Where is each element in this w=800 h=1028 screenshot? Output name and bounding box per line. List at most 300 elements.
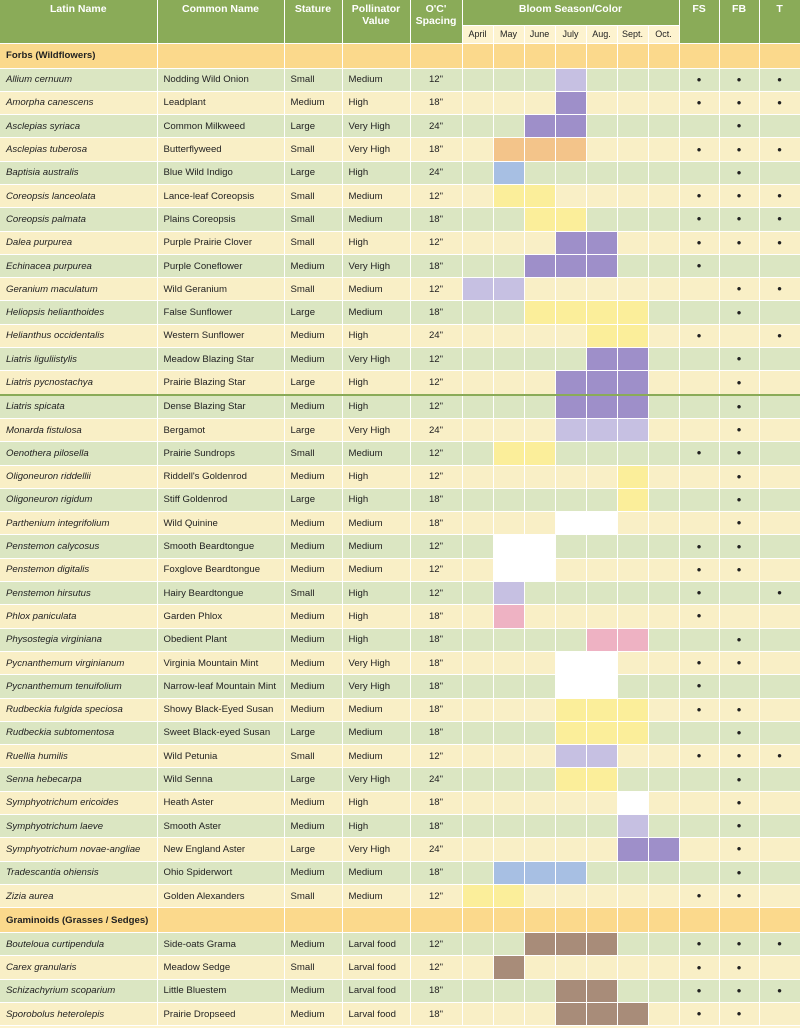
bloom-cell [617, 838, 648, 861]
bloom-cell [524, 278, 555, 301]
stature-cell: Medium [284, 791, 342, 814]
bloom-cell [586, 605, 617, 628]
fb-cell: • [719, 418, 759, 441]
bloom-cell [586, 768, 617, 791]
table-row [0, 208, 800, 231]
fb-cell: • [719, 138, 759, 161]
common-name-cell: Heath Aster [157, 791, 284, 814]
fs-cell: • [679, 745, 719, 768]
fb-cell: • [719, 838, 759, 861]
stature-cell: Medium [284, 512, 342, 535]
bloom-cell [648, 628, 679, 651]
bloom-cell [462, 815, 493, 838]
fs-cell [679, 418, 719, 441]
latin-name-cell: Echinacea purpurea [0, 254, 157, 277]
bloom-cell [648, 395, 679, 419]
common-name-cell: Smooth Beardtongue [157, 535, 284, 558]
bloom-cell [493, 791, 524, 814]
latin-name-cell: Schizachyrium scoparium [0, 979, 157, 1002]
bloom-cell [462, 745, 493, 768]
section-header-cell [759, 43, 800, 68]
table-row [0, 254, 800, 277]
fs-cell [679, 861, 719, 884]
bloom-cell [524, 791, 555, 814]
pollinator-cell: High [342, 371, 410, 395]
bloom-cell [617, 979, 648, 1002]
spacing-cell: 12" [410, 68, 462, 91]
bloom-cell [524, 838, 555, 861]
pollinator-cell: Medium [342, 442, 410, 465]
section-header-cell [342, 908, 410, 933]
header-latin-name: Latin Name [0, 0, 157, 43]
bloom-cell [555, 721, 586, 744]
spacing-cell: 12" [410, 933, 462, 956]
bloom-cell [648, 465, 679, 488]
spacing-cell: 18" [410, 815, 462, 838]
latin-name-cell: Physostegia virginiana [0, 628, 157, 651]
common-name-cell: Lance-leaf Coreopsis [157, 184, 284, 207]
latin-name-cell: Heliopsis helianthoides [0, 301, 157, 324]
bloom-cell [617, 488, 648, 511]
bloom-cell [524, 605, 555, 628]
bloom-cell [524, 956, 555, 979]
bloom-cell [648, 442, 679, 465]
bloom-cell [524, 348, 555, 371]
bloom-cell [462, 558, 493, 581]
bloom-cell [617, 558, 648, 581]
t-cell: • [759, 933, 800, 956]
fs-cell [679, 791, 719, 814]
fs-cell: • [679, 605, 719, 628]
section-header-cell [648, 908, 679, 933]
stature-cell: Small [284, 745, 342, 768]
latin-name-cell: Oligoneuron rigidum [0, 488, 157, 511]
bloom-cell [493, 582, 524, 605]
latin-name-cell: Dalea purpurea [0, 231, 157, 254]
bloom-cell [524, 442, 555, 465]
latin-name-cell: Tradescantia ohiensis [0, 861, 157, 884]
section-header-cell [493, 908, 524, 933]
bloom-cell [648, 698, 679, 721]
latin-name-cell: Asclepias syriaca [0, 115, 157, 138]
header-bloom-season: Bloom Season/Color [462, 0, 679, 25]
common-name-cell: Butterflyweed [157, 138, 284, 161]
bloom-cell [648, 884, 679, 907]
table-row [0, 138, 800, 161]
bloom-cell [586, 698, 617, 721]
t-cell [759, 371, 800, 395]
fb-cell [719, 605, 759, 628]
common-name-cell: Narrow-leaf Mountain Mint [157, 675, 284, 698]
bloom-cell [586, 815, 617, 838]
bloom-cell [586, 371, 617, 395]
bloom-cell [586, 395, 617, 419]
spacing-cell: 24" [410, 838, 462, 861]
common-name-cell: Golden Alexanders [157, 884, 284, 907]
bloom-cell [555, 138, 586, 161]
section-title: Forbs (Wildflowers) [0, 43, 157, 68]
pollinator-cell: Larval food [342, 1003, 410, 1026]
header-t: T [759, 0, 800, 43]
fb-cell: • [719, 535, 759, 558]
bloom-cell [524, 535, 555, 558]
latin-name-cell: Liatris liguliistylis [0, 348, 157, 371]
bloom-cell [493, 605, 524, 628]
bloom-cell [555, 324, 586, 347]
pollinator-cell: Medium [342, 184, 410, 207]
stature-cell: Medium [284, 1003, 342, 1026]
latin-name-cell: Baptisia australis [0, 161, 157, 184]
pollinator-cell: Very High [342, 651, 410, 674]
bloom-cell [648, 278, 679, 301]
fb-cell: • [719, 815, 759, 838]
bloom-cell [462, 838, 493, 861]
bloom-cell [586, 231, 617, 254]
bloom-cell [493, 301, 524, 324]
bloom-cell [555, 651, 586, 674]
bloom-cell [555, 91, 586, 114]
bloom-cell [462, 395, 493, 419]
bloom-cell [524, 675, 555, 698]
bloom-cell [648, 254, 679, 277]
stature-cell: Large [284, 768, 342, 791]
fs-cell [679, 278, 719, 301]
spacing-cell: 18" [410, 675, 462, 698]
latin-name-cell: Pycnanthemum tenuifolium [0, 675, 157, 698]
bloom-cell [586, 884, 617, 907]
bloom-cell [586, 68, 617, 91]
common-name-cell: Obedient Plant [157, 628, 284, 651]
spacing-cell: 12" [410, 582, 462, 605]
bloom-cell [462, 324, 493, 347]
table-row [0, 91, 800, 114]
spacing-cell: 18" [410, 488, 462, 511]
bloom-cell [586, 442, 617, 465]
bloom-cell [586, 161, 617, 184]
bloom-cell [617, 861, 648, 884]
bloom-cell [648, 675, 679, 698]
t-cell [759, 605, 800, 628]
header-common-name: Common Name [157, 0, 284, 43]
fb-cell: • [719, 861, 759, 884]
bloom-cell [555, 371, 586, 395]
latin-name-cell: Allium cernuum [0, 68, 157, 91]
t-cell [759, 395, 800, 419]
table-body [0, 43, 800, 1026]
bloom-cell [648, 535, 679, 558]
stature-cell: Small [284, 278, 342, 301]
table-row [0, 815, 800, 838]
bloom-cell [617, 254, 648, 277]
spacing-cell: 12" [410, 535, 462, 558]
fb-cell: • [719, 933, 759, 956]
pollinator-cell: Very High [342, 675, 410, 698]
table-row [0, 278, 800, 301]
fs-cell: • [679, 558, 719, 581]
t-cell [759, 1003, 800, 1026]
bloom-cell [555, 956, 586, 979]
bloom-cell [555, 512, 586, 535]
section-header-cell [157, 43, 284, 68]
pollinator-cell: Very High [342, 348, 410, 371]
bloom-cell [586, 956, 617, 979]
pollinator-cell: High [342, 628, 410, 651]
bloom-cell [586, 979, 617, 1002]
bloom-cell [586, 675, 617, 698]
t-cell [759, 791, 800, 814]
bloom-cell [524, 698, 555, 721]
latin-name-cell: Helianthus occidentalis [0, 324, 157, 347]
pollinator-cell: High [342, 605, 410, 628]
stature-cell: Small [284, 884, 342, 907]
bloom-cell [586, 1003, 617, 1026]
bloom-cell [555, 115, 586, 138]
pollinator-cell: Very High [342, 768, 410, 791]
bloom-cell [493, 91, 524, 114]
bloom-cell [617, 745, 648, 768]
fs-cell: • [679, 184, 719, 207]
bloom-cell [648, 488, 679, 511]
bloom-cell [462, 161, 493, 184]
bloom-cell [617, 184, 648, 207]
pollinator-cell: Medium [342, 535, 410, 558]
table-row [0, 418, 800, 441]
fs-cell [679, 371, 719, 395]
pollinator-cell: Medium [342, 721, 410, 744]
fb-cell: • [719, 348, 759, 371]
bloom-cell [462, 791, 493, 814]
fs-cell [679, 115, 719, 138]
bloom-cell [617, 1003, 648, 1026]
section-header-cell [679, 908, 719, 933]
fs-cell [679, 512, 719, 535]
bloom-cell [555, 254, 586, 277]
bloom-cell [493, 161, 524, 184]
fb-cell: • [719, 745, 759, 768]
stature-cell: Medium [284, 651, 342, 674]
t-cell: • [759, 979, 800, 1002]
t-cell [759, 675, 800, 698]
t-cell: • [759, 68, 800, 91]
table-row [0, 605, 800, 628]
fb-cell [719, 324, 759, 347]
bloom-cell [586, 791, 617, 814]
spacing-cell: 12" [410, 348, 462, 371]
bloom-cell [555, 442, 586, 465]
bloom-cell [586, 651, 617, 674]
bloom-cell [555, 395, 586, 419]
pollinator-cell: Very High [342, 254, 410, 277]
pollinator-cell: Medium [342, 301, 410, 324]
stature-cell: Small [284, 231, 342, 254]
bloom-cell [555, 558, 586, 581]
bloom-cell [493, 465, 524, 488]
pollinator-cell: High [342, 815, 410, 838]
bloom-cell [648, 68, 679, 91]
stature-cell: Large [284, 721, 342, 744]
stature-cell: Medium [284, 254, 342, 277]
t-cell [759, 488, 800, 511]
spacing-cell: 12" [410, 371, 462, 395]
table-row [0, 395, 800, 419]
latin-name-cell: Monarda fistulosa [0, 418, 157, 441]
bloom-cell [648, 91, 679, 114]
header-month: Oct. [648, 25, 679, 43]
bloom-cell [648, 838, 679, 861]
latin-name-cell: Senna hebecarpa [0, 768, 157, 791]
bloom-cell [617, 956, 648, 979]
bloom-cell [493, 675, 524, 698]
common-name-cell: Meadow Blazing Star [157, 348, 284, 371]
section-header-cell [410, 908, 462, 933]
pollinator-cell: Medium [342, 558, 410, 581]
table-row [0, 324, 800, 347]
spacing-cell: 18" [410, 91, 462, 114]
stature-cell: Small [284, 208, 342, 231]
bloom-cell [493, 512, 524, 535]
table-row [0, 745, 800, 768]
common-name-cell: Leadplant [157, 91, 284, 114]
spacing-cell: 18" [410, 254, 462, 277]
bloom-cell [493, 979, 524, 1002]
bloom-cell [493, 815, 524, 838]
fb-cell: • [719, 184, 759, 207]
common-name-cell: Prairie Sundrops [157, 442, 284, 465]
pollinator-cell: Medium [342, 512, 410, 535]
bloom-cell [648, 861, 679, 884]
bloom-cell [617, 138, 648, 161]
fb-cell: • [719, 395, 759, 419]
bloom-cell [462, 933, 493, 956]
bloom-cell [493, 68, 524, 91]
header-stature: Stature [284, 0, 342, 43]
bloom-cell [555, 535, 586, 558]
bloom-cell [493, 698, 524, 721]
bloom-cell [524, 745, 555, 768]
stature-cell: Medium [284, 815, 342, 838]
table-row [0, 628, 800, 651]
stature-cell: Large [284, 488, 342, 511]
table-row [0, 488, 800, 511]
bloom-cell [462, 115, 493, 138]
bloom-cell [493, 254, 524, 277]
bloom-cell [493, 721, 524, 744]
fs-cell [679, 465, 719, 488]
bloom-cell [462, 698, 493, 721]
bloom-cell [586, 278, 617, 301]
bloom-cell [648, 1003, 679, 1026]
bloom-cell [555, 301, 586, 324]
header-month: July [555, 25, 586, 43]
table-row [0, 582, 800, 605]
bloom-cell [648, 605, 679, 628]
section-header-cell [524, 908, 555, 933]
bloom-cell [462, 348, 493, 371]
bloom-cell [462, 91, 493, 114]
bloom-cell [462, 861, 493, 884]
spacing-cell: 12" [410, 884, 462, 907]
bloom-cell [617, 605, 648, 628]
bloom-cell [524, 768, 555, 791]
latin-name-cell: Coreopsis lanceolata [0, 184, 157, 207]
section-header-cell [719, 908, 759, 933]
section-header-cell [342, 43, 410, 68]
bloom-cell [493, 231, 524, 254]
section-header-cell [555, 43, 586, 68]
table-row [0, 184, 800, 207]
bloom-cell [586, 861, 617, 884]
fb-cell: • [719, 442, 759, 465]
fb-cell: • [719, 68, 759, 91]
pollinator-cell: Very High [342, 838, 410, 861]
spacing-cell: 24" [410, 161, 462, 184]
bloom-cell [462, 278, 493, 301]
common-name-cell: New England Aster [157, 838, 284, 861]
bloom-cell [555, 184, 586, 207]
bloom-cell [617, 324, 648, 347]
header-pollinator-value: Pollinator Value [342, 0, 410, 43]
bloom-cell [555, 161, 586, 184]
bloom-cell [493, 138, 524, 161]
bloom-cell [648, 138, 679, 161]
bloom-cell [524, 371, 555, 395]
t-cell [759, 956, 800, 979]
t-cell: • [759, 582, 800, 605]
header-fs: FS [679, 0, 719, 43]
bloom-cell [555, 933, 586, 956]
latin-name-cell: Amorpha canescens [0, 91, 157, 114]
spacing-cell: 12" [410, 956, 462, 979]
bloom-cell [462, 535, 493, 558]
bloom-cell [617, 301, 648, 324]
section-header-cell [586, 43, 617, 68]
bloom-cell [617, 768, 648, 791]
bloom-cell [555, 838, 586, 861]
bloom-cell [524, 418, 555, 441]
bloom-cell [555, 628, 586, 651]
bloom-cell [493, 628, 524, 651]
bloom-cell [524, 582, 555, 605]
latin-name-cell: Liatris spicata [0, 395, 157, 419]
pollinator-cell: Larval food [342, 933, 410, 956]
bloom-cell [586, 254, 617, 277]
fb-cell: • [719, 791, 759, 814]
bloom-cell [617, 815, 648, 838]
latin-name-cell: Symphyotrichum ericoides [0, 791, 157, 814]
section-header-cell [493, 43, 524, 68]
bloom-cell [555, 1003, 586, 1026]
bloom-cell [648, 721, 679, 744]
bloom-cell [462, 651, 493, 674]
section-header-cell [759, 908, 800, 933]
bloom-cell [586, 535, 617, 558]
bloom-cell [462, 418, 493, 441]
t-cell [759, 301, 800, 324]
bloom-cell [555, 208, 586, 231]
bloom-cell [493, 278, 524, 301]
section-header-cell [284, 43, 342, 68]
common-name-cell: Wild Geranium [157, 278, 284, 301]
stature-cell: Small [284, 138, 342, 161]
bloom-cell [586, 418, 617, 441]
t-cell [759, 815, 800, 838]
fb-cell: • [719, 698, 759, 721]
stature-cell: Medium [284, 395, 342, 419]
stature-cell: Medium [284, 605, 342, 628]
bloom-cell [493, 115, 524, 138]
latin-name-cell: Penstemon calycosus [0, 535, 157, 558]
fs-cell: • [679, 582, 719, 605]
